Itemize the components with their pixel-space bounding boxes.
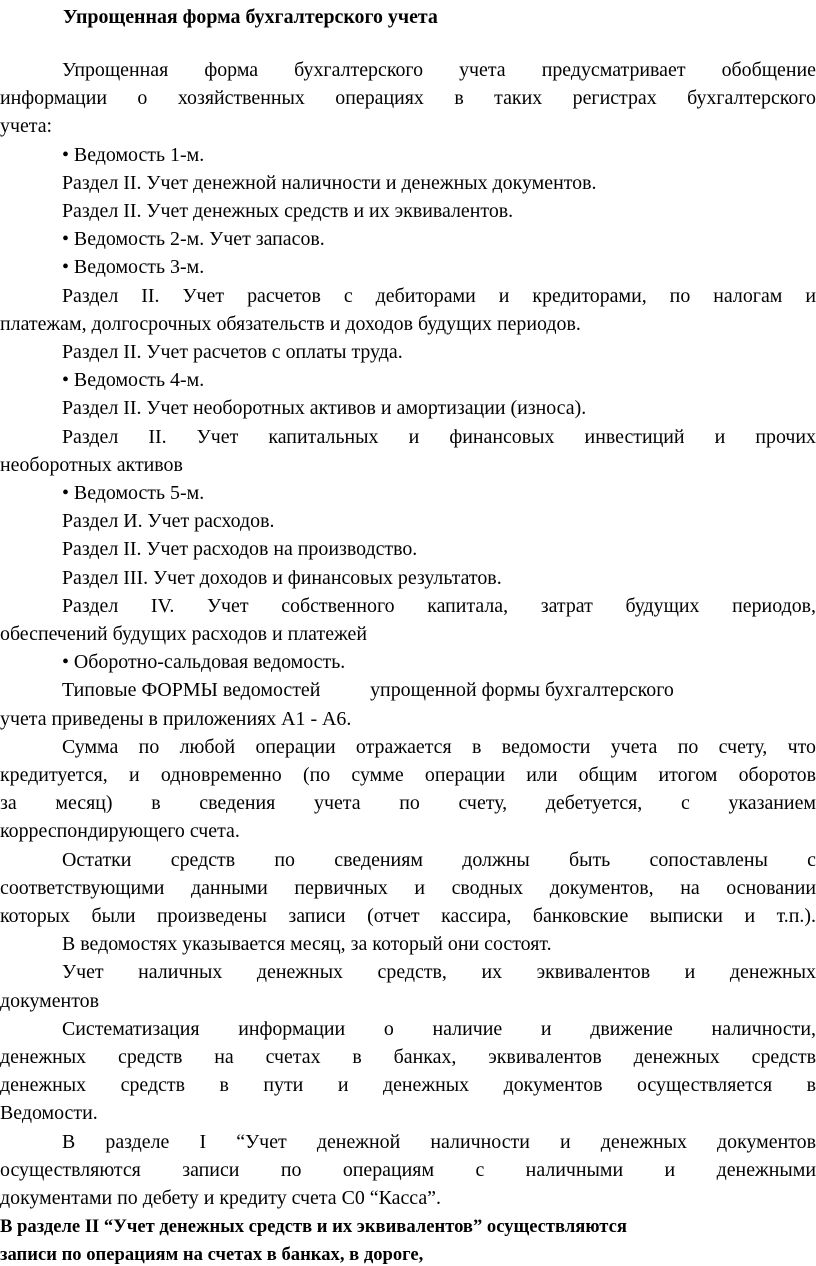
text-line: • Ведомость 5-м. bbox=[62, 482, 205, 504]
text-line: Раздел И. Учет расходов. bbox=[62, 510, 275, 533]
text-line: Ведомости. bbox=[0, 1102, 98, 1125]
text-line: документов bbox=[0, 989, 99, 1012]
text-line: учета: bbox=[0, 115, 53, 138]
text-line: за месяц) в сведения учета по счету, дебетуется, с указанием bbox=[0, 792, 816, 815]
text-line: Упрощенная форма бухгалтерского учета предусматривает обобщение bbox=[62, 59, 816, 81]
text-line: Раздел II. Учет денежных средств и их эквивалентов. bbox=[62, 200, 514, 222]
text-line: учета приведены в приложениях А1 - А6. bbox=[0, 707, 352, 730]
text-line: • Ведомость 2-м. Учет запасов. bbox=[62, 228, 325, 251]
text-line: В разделе I “Учет денежной наличности и денежных документов bbox=[62, 1130, 816, 1153]
text-line: Типовые ФОРМЫ ведомостей упрощенной формы бухгалтерского bbox=[62, 679, 674, 702]
document-title: Упрощенная форма бухгалтерского учета bbox=[63, 6, 438, 28]
text-line: Раздел II. Учет необоротных активов и амортизации (износа). bbox=[62, 397, 587, 420]
text-line: которых были произведены записи (отчет кассира, банковские выписки и т.п.). bbox=[0, 905, 816, 927]
bold-text-line: В разделе II “Учет денежных средств и их эквивалентов” осуществляются bbox=[0, 1216, 627, 1238]
text-line: корреспондирующего счета. bbox=[0, 820, 240, 843]
text-line: Остатки средств по сведениям должны быть сопоставлены с bbox=[62, 848, 816, 871]
text-line: Раздел III. Учет доходов и финансовых результатов. bbox=[62, 566, 502, 589]
text-line: • Ведомость 4-м. bbox=[62, 369, 205, 392]
text-line: Систематизация информации о наличие и движение наличности, bbox=[62, 1017, 816, 1040]
text-line: Раздел IV. Учет собственного капитала, затрат будущих периодов, bbox=[62, 594, 816, 617]
text-line: денежных средств в пути и денежных документов осуществляется в bbox=[0, 1074, 816, 1097]
text-line: Раздел II. Учет денежной наличности и денежных документов. bbox=[62, 171, 597, 194]
text-line: • Оборотно-сальдовая ведомость. bbox=[62, 651, 346, 674]
text-line: денежных средств на счетах в банках, эквивалентов денежных средств bbox=[0, 1046, 816, 1068]
text-line: осуществляются записи по операциям с наличными и денежными bbox=[0, 1158, 816, 1181]
text-line: В ведомостях указывается месяц, за который они состоят. bbox=[62, 933, 552, 956]
text-line: • Ведомость 3-м. bbox=[62, 256, 205, 279]
text-line: Раздел II. Учет расчетов с оплаты труда. bbox=[62, 341, 403, 363]
text-line: соответствующими данными первичных и сводных документов, на основании bbox=[0, 876, 816, 899]
text-line: Раздел II. Учет расчетов с дебиторами и кредиторами, по налогам и bbox=[62, 284, 816, 307]
text-line: информации о хозяйственных операциях в таких регистрах бухгалтерского bbox=[0, 87, 816, 110]
text-line: • Ведомость 1-м. bbox=[62, 143, 205, 166]
text-line: платежам, долгосрочных обязательств и доходов будущих периодов. bbox=[0, 312, 581, 335]
text-line: Сумма по любой операции отражается в ведомости учета по счету, что bbox=[62, 735, 816, 758]
text-line: необоротных активов bbox=[0, 453, 183, 476]
text-line: кредитуется, и одновременно (по сумме операции или общим итогом оборотов bbox=[0, 764, 816, 786]
text-line: Учет наличных денежных средств, их эквивалентов и денежных bbox=[62, 961, 816, 984]
text-line: Раздел II. Учет расходов на производство. bbox=[62, 538, 418, 561]
bold-text-line: записи по операциям на счетах в банках, в дороге, bbox=[0, 1244, 424, 1266]
text-line: обеспечений будущих расходов и платежей bbox=[0, 623, 367, 645]
text-line: документами по дебету и кредиту счета С0 “Касса”. bbox=[0, 1187, 441, 1209]
text-line: Раздел II. Учет капитальных и финансовых инвестиций и прочих bbox=[62, 425, 816, 448]
